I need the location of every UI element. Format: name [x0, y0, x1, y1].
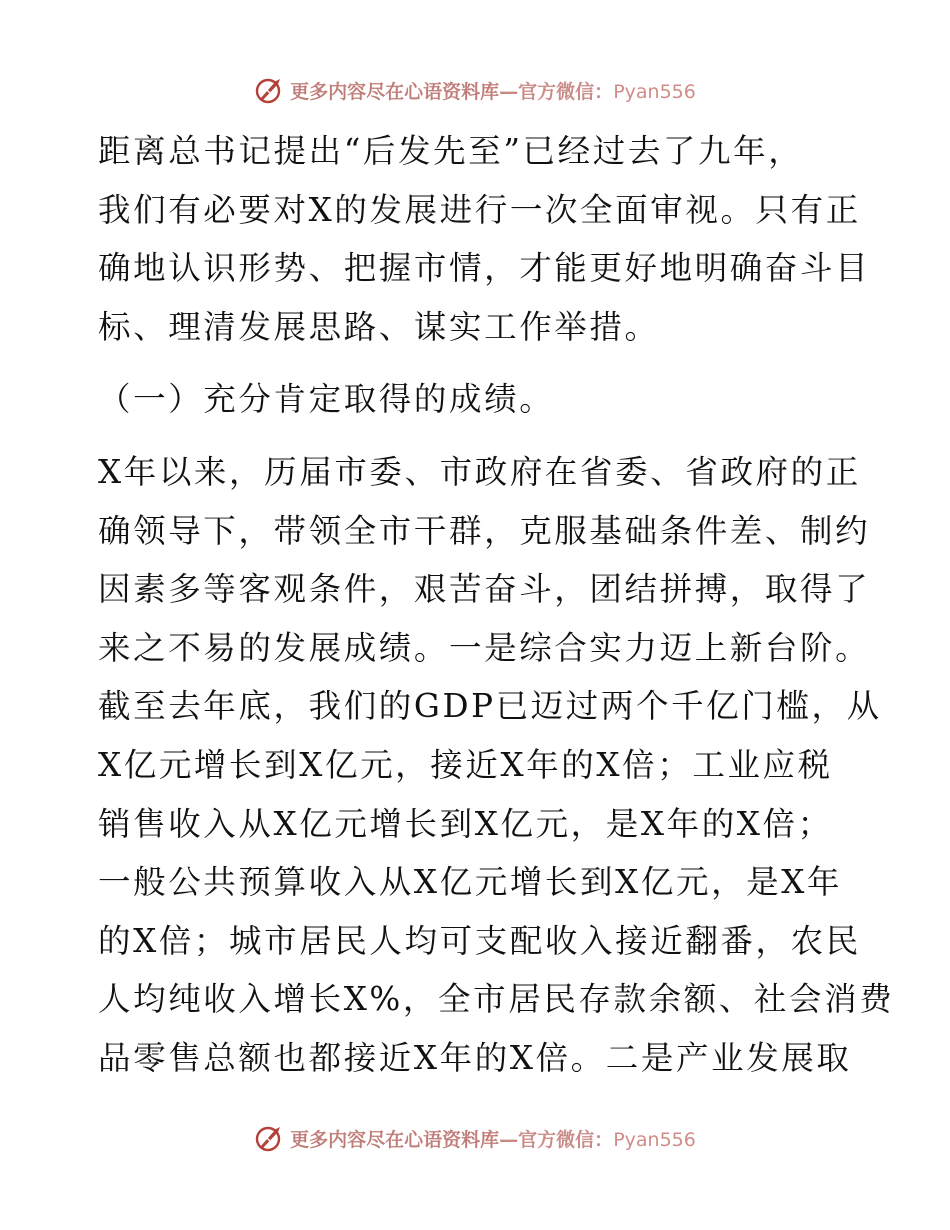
watermark-header [0, 70, 950, 110]
text-line: 人均纯收入增长X%，全市居民存款余额、社会消费 [98, 980, 895, 1019]
section-heading [98, 370, 858, 429]
document-body [98, 122, 895, 1088]
watermark-id: Pyan556 [613, 80, 696, 103]
text-line: 确领导下，带领全市干群，克服基础条件差、制约 [98, 511, 871, 550]
watermark-main: 更多内容尽在心语资料库 [290, 1128, 500, 1151]
text-line: 因素多等客观条件，艰苦奋斗，团结拼搏，取得了 [98, 570, 871, 609]
heading-line: （一）充分肯定取得的成绩。 [98, 380, 555, 419]
text-line: 截至去年底，我们的GDP已迈过两个千亿门槛，从 [98, 687, 882, 726]
watermark-text [290, 77, 696, 104]
text-line: 确地认识形势、把握市情，才能更好地明确奋斗目 [98, 249, 871, 288]
quill-logo-icon [254, 1123, 284, 1153]
text-line: X亿元增长到X亿元，接近X年的X倍；工业应税 [98, 745, 833, 784]
quill-logo-icon [254, 75, 284, 105]
watermark-text [290, 1125, 696, 1152]
text-line: 品零售总额也都接近X年的X倍。二是产业发展取 [98, 1038, 852, 1077]
paragraph-intro [98, 122, 871, 356]
text-line: 标、理清发展思路、谋实工作举措。 [98, 307, 660, 346]
text-line: X年以来，历届市委、市政府在省委、省政府的正 [98, 452, 861, 491]
watermark-footer [0, 1118, 950, 1158]
text-line: 距离总书记提出“后发先至”已经过去了九年， [98, 132, 804, 170]
text-line: 的X倍；城市居民人均可支配收入接近翻番，农民 [98, 921, 861, 960]
text-line: 一般公共预算收入从X亿元增长到X亿元，是X年 [98, 863, 843, 902]
paragraph-achievements [98, 443, 895, 1088]
watermark-separator: — [499, 80, 519, 103]
text-line: 来之不易的发展成绩。一是综合实力迈上新台阶。 [98, 628, 871, 667]
watermark-rest: 官方微信： [518, 80, 614, 103]
watermark-main: 更多内容尽在心语资料库 [290, 80, 500, 103]
watermark-separator: — [499, 1128, 519, 1151]
watermark-rest: 官方微信： [518, 1128, 614, 1151]
text-line: 我们有必要对X的发展进行一次全面审视。只有正 [98, 190, 861, 229]
text-line: 销售收入从X亿元增长到X亿元，是X年的X倍； [98, 804, 833, 843]
watermark-id: Pyan556 [613, 1128, 696, 1151]
